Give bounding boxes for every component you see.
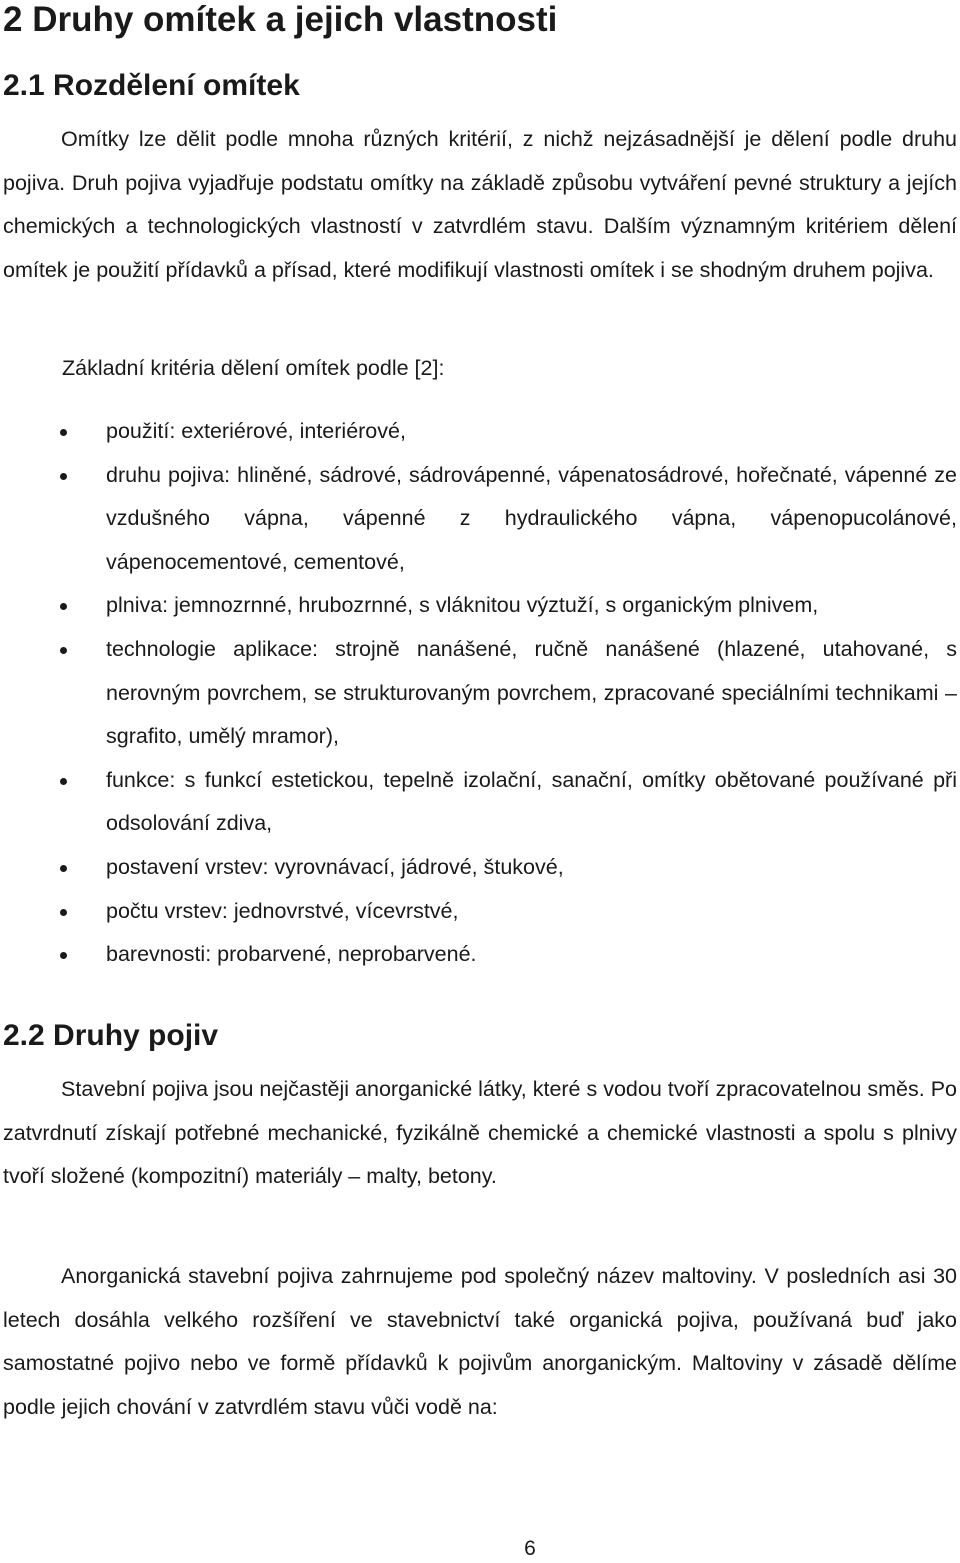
bullet-icon <box>60 952 67 959</box>
list-item: funkce: s funkcí estetickou, tepelně izolační, sanační, omítky obětované používané při odsolování zdiva, <box>0 759 957 846</box>
list-item: barevnosti: probarvené, neprobarvené. <box>0 933 957 977</box>
bullet-icon <box>60 429 67 436</box>
bullet-icon <box>60 647 67 654</box>
list-item: plniva: jemnozrnné, hrubozrnné, s vláknitou výztuží, s organickým plnivem, <box>0 584 957 628</box>
list-item: postavení vrstev: vyrovnávací, jádrové, štukové, <box>0 846 957 890</box>
bullet-icon <box>60 603 67 610</box>
section-2-1-paragraph: Omítky lze dělit podle mnoha různých kritérií, z nichž nejzásadnější je dělení podle druhu pojiva. Druh pojiva vyjadřuje podstatu omítky na základě způsobu vytváření pevné struktury a jejích chemických a technologických vlastností v zatvrdlém stavu. Dalším významným kritériem dělení omítek je použití přídavků a přísad, které modifikují vlastnosti omítek i se shodným druhem pojiva. <box>3 127 957 282</box>
bullet-icon <box>60 865 67 872</box>
list-item: druhu pojiva: hliněné, sádrové, sádrovápenné, vápenatosádrové, hořečnaté, vápenné ze vzdušného vápna, vápenné z hydraulického vápna, vápenopucolánové, vápenocementové, cementové, <box>0 454 957 585</box>
section-heading-2-2: 2.2 Druhy pojiv <box>3 1019 219 1052</box>
bullet-icon <box>60 909 67 916</box>
section-2-2-paragraph-1: Stavební pojiva jsou nejčastěji anorganické látky, které s vodou tvoří zpracovatelnou směs. Po zatvrdnutí získají potřebné mechanické, fyzikálně chemické a chemické vlastnosti a spolu s plnivy tvoří složené (kompozitní) materiály – malty, betony. <box>3 1077 957 1189</box>
criteria-list <box>0 410 957 977</box>
section-2-2-paragraph-2: Anorganická stavební pojiva zahrnujeme pod společný název maltoviny. V posledních asi 30 letech dosáhla velkého rozšíření ve stavebnictví také organická pojiva, používaná buď jako samostatné pojivo nebo ve formě přídavků k pojivům anorganickým. Maltoviny v zásadě dělíme podle jejich chování v zatvrdlém stavu vůči vodě na: <box>3 1264 957 1419</box>
list-item: technologie aplikace: strojně nanášené, ručně nanášené (hlazené, utahované, s nerovným povrchem, se strukturovaným povrchem, zpracované speciálními technikami – sgrafito, umělý mramor), <box>0 628 957 759</box>
page-number: 6 <box>524 1537 536 1560</box>
list-item: použití: exteriérové, interiérové, <box>0 410 957 454</box>
bullet-icon <box>60 473 67 480</box>
criteria-intro: Základní kritéria dělení omítek podle [2]: <box>62 356 445 380</box>
list-item: počtu vrstev: jednovrstvé, vícevrstvé, <box>0 890 957 934</box>
section-heading-2-1: 2.1 Rozdělení omítek <box>3 69 300 102</box>
bullet-icon <box>60 778 67 785</box>
chapter-heading: 2 Druhy omítek a jejich vlastnosti <box>3 0 558 39</box>
